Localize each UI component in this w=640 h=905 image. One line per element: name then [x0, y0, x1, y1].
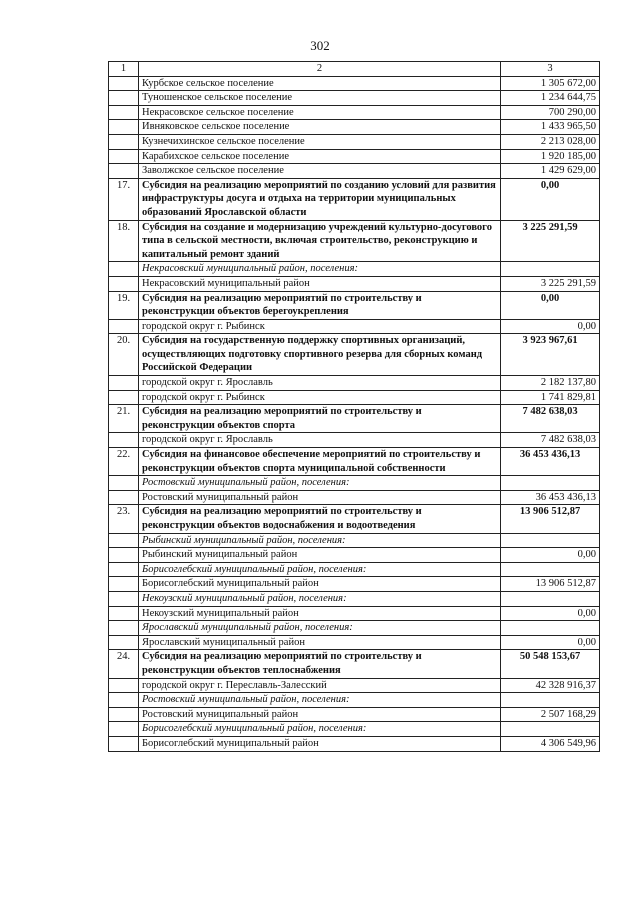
group-heading-row: [109, 562, 600, 577]
row-name: Ростовский муниципальный район, поселения:: [139, 693, 501, 708]
table-row: [109, 276, 600, 291]
table-row: [109, 707, 600, 722]
row-name: Некрасовский муниципальный район, поселения:: [139, 262, 501, 277]
row-number: 24.: [109, 650, 139, 678]
row-number: [109, 678, 139, 693]
subsidy-table-body: [109, 62, 600, 752]
header-row: [109, 62, 600, 77]
subsidy-row: [109, 650, 600, 678]
table-row: [109, 376, 600, 391]
row-number: [109, 722, 139, 737]
header-col-3: 3: [501, 62, 600, 77]
row-amount: 1 920 185,00: [501, 149, 600, 164]
row-amount: 36 453 436,13: [501, 448, 600, 476]
row-amount: 0,00: [501, 606, 600, 621]
row-name: Субсидия на реализацию мероприятий по строительству и реконструкции объектов спорта: [139, 405, 501, 433]
row-number: [109, 693, 139, 708]
row-name: Субсидия на финансовое обеспечение мероприятий по строительству и реконструкции объектов спорта муниципальной собственности: [139, 448, 501, 476]
row-number: [109, 635, 139, 650]
row-amount: 3 225 291,59: [501, 220, 600, 262]
row-amount: 1 429 629,00: [501, 164, 600, 179]
row-amount: [501, 621, 600, 636]
row-amount: 2 507 168,29: [501, 707, 600, 722]
row-amount: 50 548 153,67: [501, 650, 600, 678]
subsidy-row: [109, 291, 600, 319]
subsidy-table: [108, 61, 600, 752]
group-heading-row: [109, 476, 600, 491]
row-amount: [501, 476, 600, 491]
row-number: [109, 319, 139, 334]
group-heading-row: [109, 591, 600, 606]
row-amount: 1 741 829,81: [501, 390, 600, 405]
row-number: [109, 548, 139, 563]
row-number: [109, 164, 139, 179]
group-heading-row: [109, 533, 600, 548]
group-heading-row: [109, 722, 600, 737]
row-number: [109, 76, 139, 91]
row-name: Рыбинский муниципальный район: [139, 548, 501, 563]
row-amount: 36 453 436,13: [501, 490, 600, 505]
row-name: Субсидия на реализацию мероприятий по созданию условий для развития инфраструктуры досуга и отдыха на территории муниципальных образований Ярославской области: [139, 178, 501, 220]
row-name: Некрасовское сельское поселение: [139, 105, 501, 120]
row-name: Заволжское сельское поселение: [139, 164, 501, 179]
row-number: 20.: [109, 334, 139, 376]
subsidy-row: [109, 405, 600, 433]
header-col-1: 1: [109, 62, 139, 77]
row-number: [109, 262, 139, 277]
row-number: [109, 105, 139, 120]
table-row: [109, 390, 600, 405]
row-name: Субсидия на реализацию мероприятий по строительству и реконструкции объектов берегоукрепления: [139, 291, 501, 319]
row-amount: 42 328 916,37: [501, 678, 600, 693]
row-name: Борисоглебский муниципальный район: [139, 577, 501, 592]
row-name: городской округ г. Переславль-Залесский: [139, 678, 501, 693]
table-row: [109, 120, 600, 135]
subsidy-row: [109, 448, 600, 476]
row-name: Ростовский муниципальный район: [139, 490, 501, 505]
row-name: Ярославский муниципальный район, поселения:: [139, 621, 501, 636]
table-row: [109, 490, 600, 505]
row-amount: 700 290,00: [501, 105, 600, 120]
row-amount: [501, 722, 600, 737]
row-name: Субсидия на государственную поддержку спортивных организаций, осуществляющих подготовку спортивного резерва для сборных команд Российской Федерации: [139, 334, 501, 376]
row-name: Субсидия на создание и модернизацию учреждений культурно-досугового типа в сельской местности, включая строительство, реконструкцию и капитальный ремонт зданий: [139, 220, 501, 262]
table-row: [109, 134, 600, 149]
row-name: Ростовский муниципальный район: [139, 707, 501, 722]
row-number: [109, 433, 139, 448]
row-name: Некоузский муниципальный район: [139, 606, 501, 621]
row-number: 23.: [109, 505, 139, 533]
row-name: Борисоглебский муниципальный район: [139, 736, 501, 751]
header-col-2: 2: [139, 62, 501, 77]
table-row: [109, 164, 600, 179]
subsidy-row: [109, 220, 600, 262]
row-amount: 1 234 644,75: [501, 91, 600, 106]
group-heading-row: [109, 262, 600, 277]
row-name: Борисоглебский муниципальный район, поселения:: [139, 722, 501, 737]
row-number: [109, 490, 139, 505]
group-heading-row: [109, 621, 600, 636]
row-number: [109, 562, 139, 577]
row-number: [109, 621, 139, 636]
row-amount: 0,00: [501, 319, 600, 334]
row-number: [109, 476, 139, 491]
row-amount: 2 213 028,00: [501, 134, 600, 149]
row-amount: [501, 693, 600, 708]
row-name: Ярославский муниципальный район: [139, 635, 501, 650]
table-row: [109, 635, 600, 650]
row-amount: 4 306 549,96: [501, 736, 600, 751]
subsidy-row: [109, 334, 600, 376]
table-row: [109, 149, 600, 164]
row-number: [109, 376, 139, 391]
row-amount: 1 433 965,50: [501, 120, 600, 135]
table-row: [109, 105, 600, 120]
row-number: [109, 736, 139, 751]
row-amount: 0,00: [501, 548, 600, 563]
table-row: [109, 319, 600, 334]
row-name: Ивняковское сельское поселение: [139, 120, 501, 135]
table-row: [109, 548, 600, 563]
row-name: Кузнечихинское сельское поселение: [139, 134, 501, 149]
table-row: [109, 577, 600, 592]
subsidy-row: [109, 505, 600, 533]
table-row: [109, 678, 600, 693]
row-number: [109, 149, 139, 164]
row-number: 19.: [109, 291, 139, 319]
row-name: Субсидия на реализацию мероприятий по строительству и реконструкции объектов теплоснабжения: [139, 650, 501, 678]
row-number: [109, 134, 139, 149]
row-amount: 0,00: [501, 178, 600, 220]
table-row: [109, 91, 600, 106]
row-name: Борисоглебский муниципальный район, поселения:: [139, 562, 501, 577]
row-name: городской округ г. Ярославль: [139, 376, 501, 391]
row-name: городской округ г. Ярославль: [139, 433, 501, 448]
row-amount: 2 182 137,80: [501, 376, 600, 391]
table-row: [109, 433, 600, 448]
row-name: Некрасовский муниципальный район: [139, 276, 501, 291]
row-amount: [501, 591, 600, 606]
row-number: 18.: [109, 220, 139, 262]
row-amount: 13 906 512,87: [501, 577, 600, 592]
row-name: Курбское сельское поселение: [139, 76, 501, 91]
row-number: 21.: [109, 405, 139, 433]
row-number: [109, 120, 139, 135]
table-row: [109, 606, 600, 621]
row-number: [109, 591, 139, 606]
row-amount: 7 482 638,03: [501, 405, 600, 433]
group-heading-row: [109, 693, 600, 708]
table-row: [109, 76, 600, 91]
row-amount: 3 225 291,59: [501, 276, 600, 291]
table-row: [109, 736, 600, 751]
row-amount: 1 305 672,00: [501, 76, 600, 91]
row-amount: 0,00: [501, 635, 600, 650]
row-number: [109, 390, 139, 405]
row-name: Ростовский муниципальный район, поселения:: [139, 476, 501, 491]
row-name: Субсидия на реализацию мероприятий по строительству и реконструкции объектов водоснабжения и водоотведения: [139, 505, 501, 533]
row-name: городской округ г. Рыбинск: [139, 319, 501, 334]
row-name: городской округ г. Рыбинск: [139, 390, 501, 405]
row-number: 17.: [109, 178, 139, 220]
page-number: 302: [310, 38, 330, 53]
row-amount: [501, 562, 600, 577]
row-number: [109, 577, 139, 592]
row-number: 22.: [109, 448, 139, 476]
row-amount: [501, 533, 600, 548]
row-name: Рыбинский муниципальный район, поселения:: [139, 533, 501, 548]
row-amount: 0,00: [501, 291, 600, 319]
row-number: [109, 91, 139, 106]
row-number: [109, 606, 139, 621]
row-amount: [501, 262, 600, 277]
row-name: Туношенское сельское поселение: [139, 91, 501, 106]
row-name: Карабихское сельское поселение: [139, 149, 501, 164]
row-amount: 13 906 512,87: [501, 505, 600, 533]
row-amount: 7 482 638,03: [501, 433, 600, 448]
row-number: [109, 533, 139, 548]
row-amount: 3 923 967,61: [501, 334, 600, 376]
row-number: [109, 707, 139, 722]
row-name: Некоузский муниципальный район, поселения:: [139, 591, 501, 606]
row-number: [109, 276, 139, 291]
subsidy-row: [109, 178, 600, 220]
